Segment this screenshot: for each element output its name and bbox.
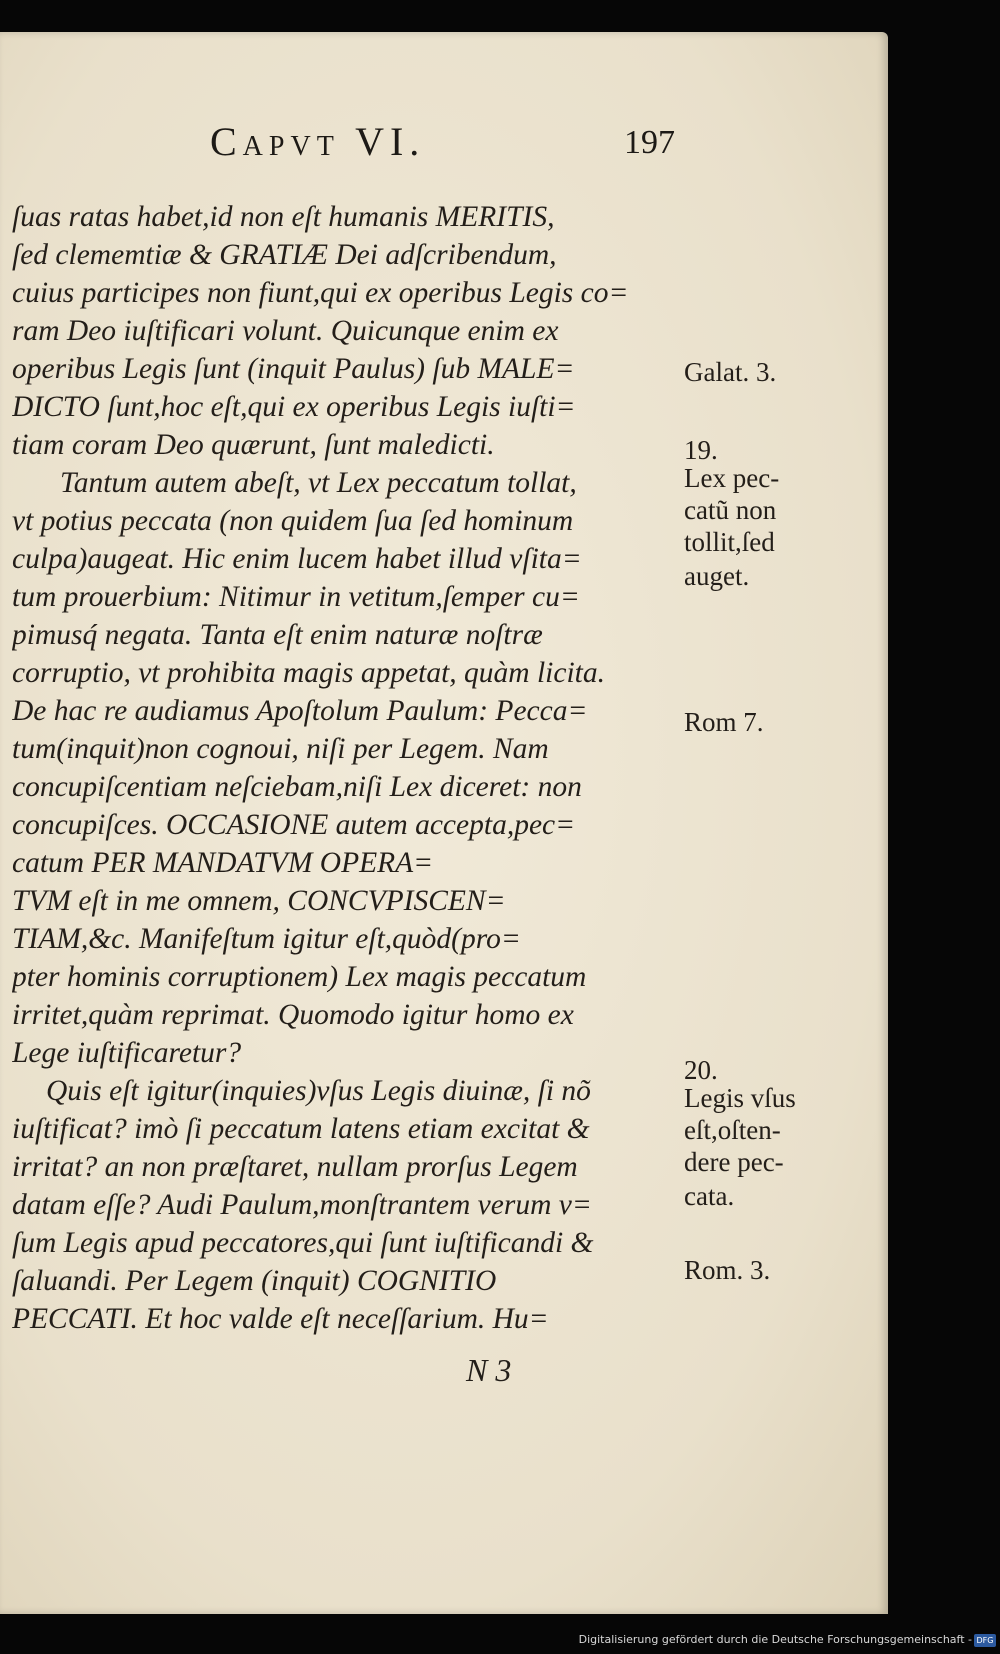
text-line: pter hominis corruptionem) Lex magis peccatum	[12, 961, 587, 993]
text-line: corruptio, vt prohibita magis appetat, quàm licita.	[12, 657, 605, 689]
text-line: TIAM,&c. Manifeſtum igitur eſt,quòd(pro=	[12, 923, 521, 955]
text-line: datam eſſe? Audi Paulum,monſtrantem verum v=	[12, 1189, 592, 1221]
text-line: pimusq́ negata. Tanta eſt enim naturæ noſtræ	[12, 619, 543, 651]
text-line: iuſtificat? imò ſi peccatum latens etiam excitat &	[12, 1113, 590, 1145]
text-line: irritet,quàm reprimat. Quomodo igitur homo ex	[12, 999, 574, 1031]
text-line: ſaluandi. Per Legem (inquit) COGNITIO	[12, 1265, 497, 1297]
signature-mark: N 3	[466, 1352, 512, 1388]
margin-note: Legis vſus	[684, 1083, 796, 1113]
margin-note: Rom 7.	[684, 707, 764, 737]
text-line: tiam coram Deo quærunt, ſunt maledicti.	[12, 429, 495, 461]
chapter-title: Capvt VI.	[210, 119, 426, 164]
margin-note: tollit,ſed	[684, 527, 775, 557]
margin-note: Lex pec-	[684, 463, 780, 493]
text-line: ſum Legis apud peccatores,qui ſunt iuſtificandi &	[12, 1227, 594, 1259]
text-line: Lege iuſtificaretur?	[12, 1037, 242, 1069]
margin-note: 20.	[684, 1055, 718, 1085]
text-line: irritat? an non præſtaret, nullam prorſus Legem	[12, 1151, 578, 1183]
text-line: cuius participes non fiunt,qui ex operibus Legis co=	[12, 277, 629, 309]
margin-note: 19.	[684, 435, 718, 465]
text-line: operibus Legis ſunt (inquit Paulus) ſub MALE=	[12, 353, 575, 385]
text-line: culpa)augeat. Hic enim lucem habet illud vſita=	[12, 543, 582, 575]
text-line: TVM eſt in me omnem, CONCVPISCEN=	[12, 885, 506, 917]
text-line: catum PER MANDATVM OPERA=	[12, 847, 434, 879]
text-line: Tantum autem abeſt, vt Lex peccatum tollat,	[60, 467, 577, 499]
margin-note: Galat. 3.	[684, 357, 777, 387]
margin-note: catũ non	[684, 495, 777, 525]
footer-strip	[0, 1614, 1000, 1654]
margin-note: auget.	[684, 561, 750, 591]
page-number: 197	[624, 124, 675, 161]
text-line: vt potius peccata (non quidem ſua ſed hominum	[12, 505, 574, 537]
text-line: DICTO ſunt,hoc eſt,qui ex operibus Legis iuſti=	[12, 391, 576, 423]
margin-note: Rom. 3.	[684, 1255, 771, 1285]
text-line: ram Deo iuſtificari volunt. Quicunque enim ex	[12, 315, 559, 347]
body-text	[12, 198, 672, 1338]
text-line: tum(inquit)non cognoui, niſi per Legem. Nam	[12, 733, 549, 765]
funding-credit: Digitalisierung gefördert durch die Deutsche Forschungsgemeinschaft -	[578, 1633, 972, 1646]
text-line: tum prouerbium: Nitimur in vetitum,ſemper cu=	[12, 581, 580, 613]
dfg-logo: DFG	[974, 1634, 996, 1647]
running-header	[0, 118, 888, 178]
margin-note: eſt,oſten-	[684, 1115, 781, 1145]
text-line: ſed clememtiæ & GRATIÆ Dei adſcribendum,	[12, 239, 557, 271]
text-line: concupiſces. OCCASIONE autem accepta,pec=	[12, 809, 576, 841]
margin-note: dere pec-	[684, 1147, 784, 1177]
text-line: PECCATI. Et hoc valde eſt neceſſarium. Hu=	[12, 1303, 549, 1335]
text-line: De hac re audiamus Apoſtolum Paulum: Pecca=	[12, 695, 588, 727]
margin-note: cata.	[684, 1181, 735, 1211]
text-line: ſuas ratas habet,id non eſt humanis MERITIS,	[12, 201, 555, 233]
text-line: concupiſcentiam neſciebam,niſi Lex diceret: non	[12, 771, 582, 803]
text-line: Quis eſt igitur(inquies)vſus Legis diuinæ, ſi nõ	[46, 1075, 591, 1107]
book-page	[0, 32, 888, 1614]
